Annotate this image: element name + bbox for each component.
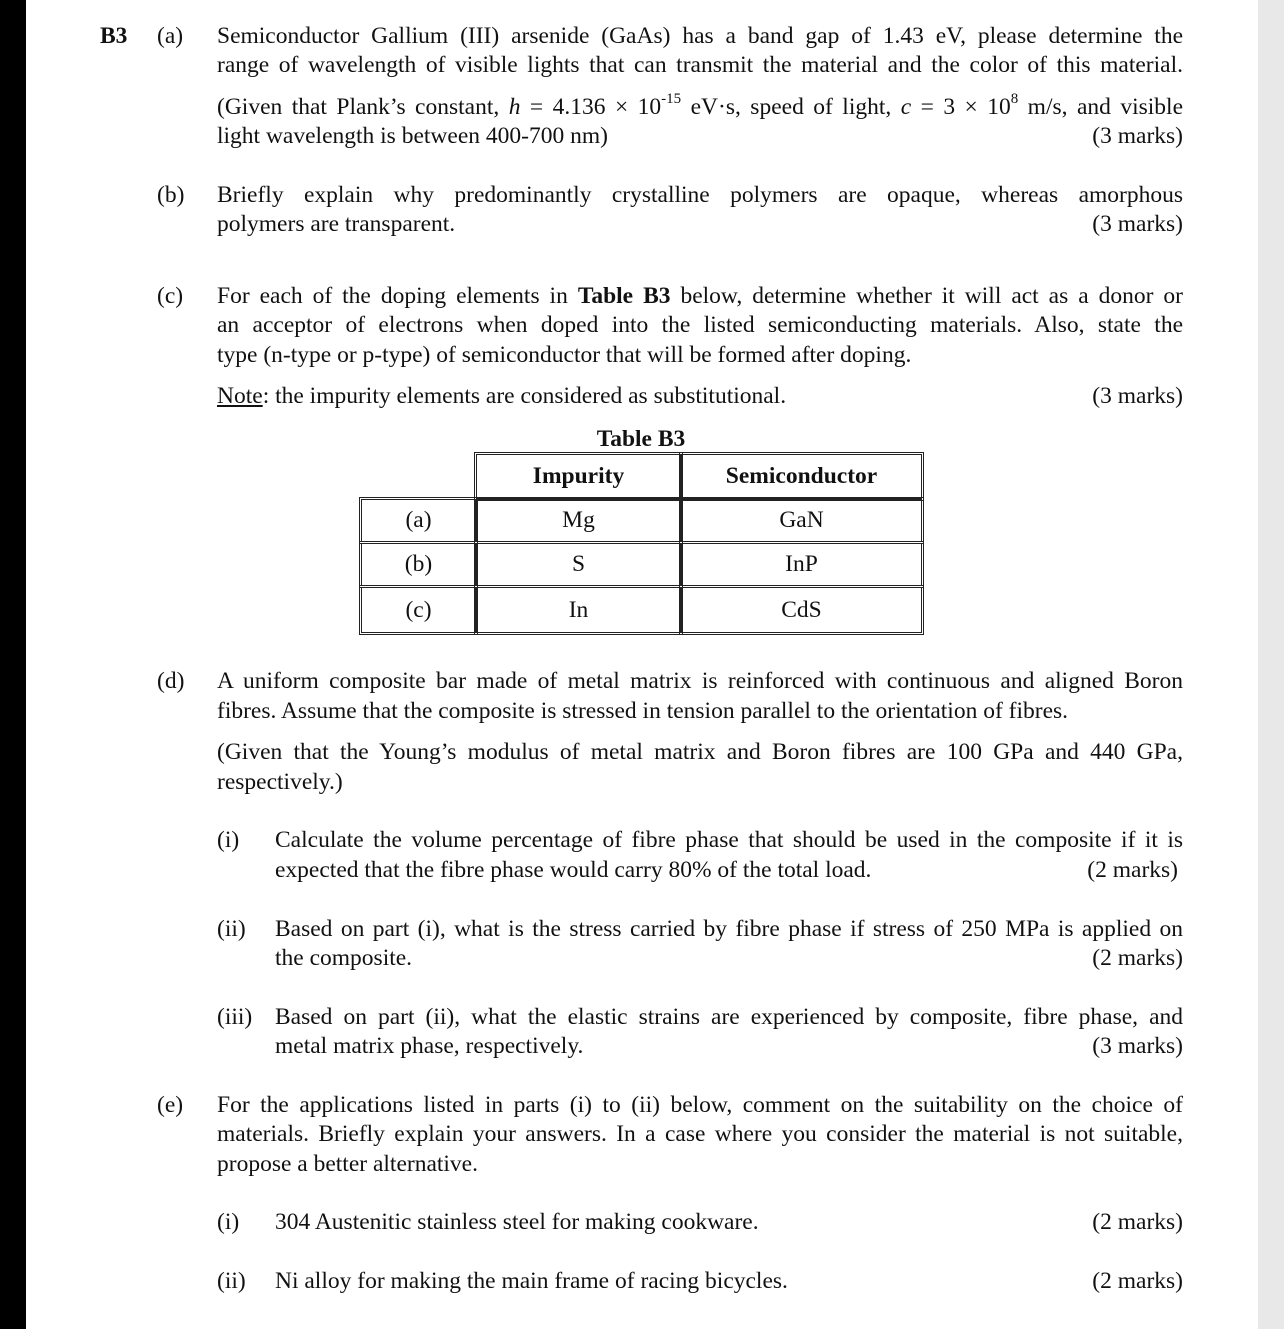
table-header-semiconductor: Semiconductor xyxy=(679,452,924,501)
part-a-line2: range of wavelength of visible lights that can transmit the material and the color of this material. xyxy=(217,52,1183,78)
question-number: B3 xyxy=(100,23,128,49)
part-d-given-line2: respectively.) xyxy=(217,769,343,795)
part-d-sub-label: (ii) xyxy=(217,916,246,942)
part-d-given-line1: (Given that the Young’s modulus of metal matrix and Boron fibres are 100 GPa and 440 GPa, xyxy=(217,739,1183,765)
table-row-label: (a) xyxy=(359,497,478,544)
part-a-given-line2: light wavelength is between 400-700 nm) xyxy=(217,123,608,149)
table-cell-semiconductor: GaN xyxy=(679,497,924,544)
table-row-label: (b) xyxy=(359,541,478,588)
part-b-label: (b) xyxy=(157,182,185,208)
part-d-sub-line2: the composite. xyxy=(275,945,413,971)
part-e-sub-marks: (2 marks) xyxy=(1092,1209,1183,1235)
part-e-line2: materials. Briefly explain your answers. In a case where you consider the material is not suitable, xyxy=(217,1121,1183,1147)
part-e-line1: For the applications listed in parts (i) to (ii) below, comment on the suitability on the choice of xyxy=(217,1092,1183,1118)
part-a-label: (a) xyxy=(157,23,184,49)
part-e-sub-text: Ni alloy for making the main frame of racing bicycles. xyxy=(275,1268,788,1294)
table-cell-impurity: In xyxy=(474,585,683,635)
part-e-sub-label: (i) xyxy=(217,1209,240,1235)
part-d-sub-line2: metal matrix phase, respectively. xyxy=(275,1033,584,1059)
table-cell-semiconductor: CdS xyxy=(679,585,924,635)
part-a-marks: (3 marks) xyxy=(1092,123,1183,149)
part-d-label: (d) xyxy=(157,668,185,694)
part-d-sub-marks: (2 marks) xyxy=(1087,857,1178,883)
table-caption: Table B3 xyxy=(596,426,686,452)
part-e-line3: propose a better alternative. xyxy=(217,1151,478,1177)
page-margin-right xyxy=(1258,0,1284,1329)
table-cell-impurity: Mg xyxy=(474,497,683,544)
part-e-sub-marks: (2 marks) xyxy=(1092,1268,1183,1294)
part-e-label: (e) xyxy=(157,1092,184,1118)
part-e-sub-text: 304 Austenitic stainless steel for making cookware. xyxy=(275,1209,759,1235)
part-d-sub-line2: expected that the fibre phase would carry 80% of the total load. xyxy=(275,857,872,883)
table-cell-semiconductor: InP xyxy=(679,541,924,588)
part-d-sub-label: (i) xyxy=(217,827,240,853)
table-header-impurity: Impurity xyxy=(474,452,683,501)
part-b-marks: (3 marks) xyxy=(1092,211,1183,237)
table-cell-impurity: S xyxy=(474,541,683,588)
part-d-sub-line1: Based on part (ii), what the elastic strains are experienced by composite, fibre phase, and xyxy=(275,1004,1183,1030)
part-d-line2: fibres. Assume that the composite is stressed in tension parallel to the orientation of fibres. xyxy=(217,698,1069,724)
exam-page xyxy=(26,0,1258,1329)
part-b-line2: polymers are transparent. xyxy=(217,211,456,237)
part-d-sub-line1: Calculate the volume percentage of fibre phase that should be used in the composite if it is xyxy=(275,827,1183,853)
part-c-note: Note: the impurity elements are considered as substitutional. xyxy=(217,383,787,409)
part-c-line2: an acceptor of electrons when doped into the listed semiconducting materials. Also, state the xyxy=(217,312,1183,338)
part-d-sub-line1: Based on part (i), what is the stress carried by fibre phase if stress of 250 MPa is applied on xyxy=(275,916,1183,942)
part-d-sub-marks: (3 marks) xyxy=(1092,1033,1183,1059)
part-d-line1: A uniform composite bar made of metal matrix is reinforced with continuous and aligned Boron xyxy=(217,668,1183,694)
part-e-sub-label: (ii) xyxy=(217,1268,246,1294)
part-a-line1: Semiconductor Gallium (III) arsenide (GaAs) has a band gap of 1.43 eV, please determine the xyxy=(217,23,1183,49)
part-c-marks: (3 marks) xyxy=(1092,383,1183,409)
part-b-line1: Briefly explain why predominantly crystalline polymers are opaque, whereas amorphous xyxy=(217,182,1183,208)
part-a-given-line1: (Given that Plank’s constant, $h = 4.136 \times 10^{-15}$ eV·s, speed of light, $c = 3 \times 10^8$ m/s, and visible xyxy=(217,91,1184,120)
table-b3 xyxy=(358,450,925,636)
part-c-line3: type (n-type or p-type) of semiconductor that will be formed after doping. xyxy=(217,342,912,368)
part-c-label: (c) xyxy=(157,283,184,309)
part-d-sub-marks: (2 marks) xyxy=(1092,945,1183,971)
table-row-label: (c) xyxy=(359,585,478,635)
part-d-sub-label: (iii) xyxy=(217,1004,253,1030)
part-c-line1: For each of the doping elements in Table B3 below, determine whether it will act as a donor or xyxy=(217,283,1183,309)
